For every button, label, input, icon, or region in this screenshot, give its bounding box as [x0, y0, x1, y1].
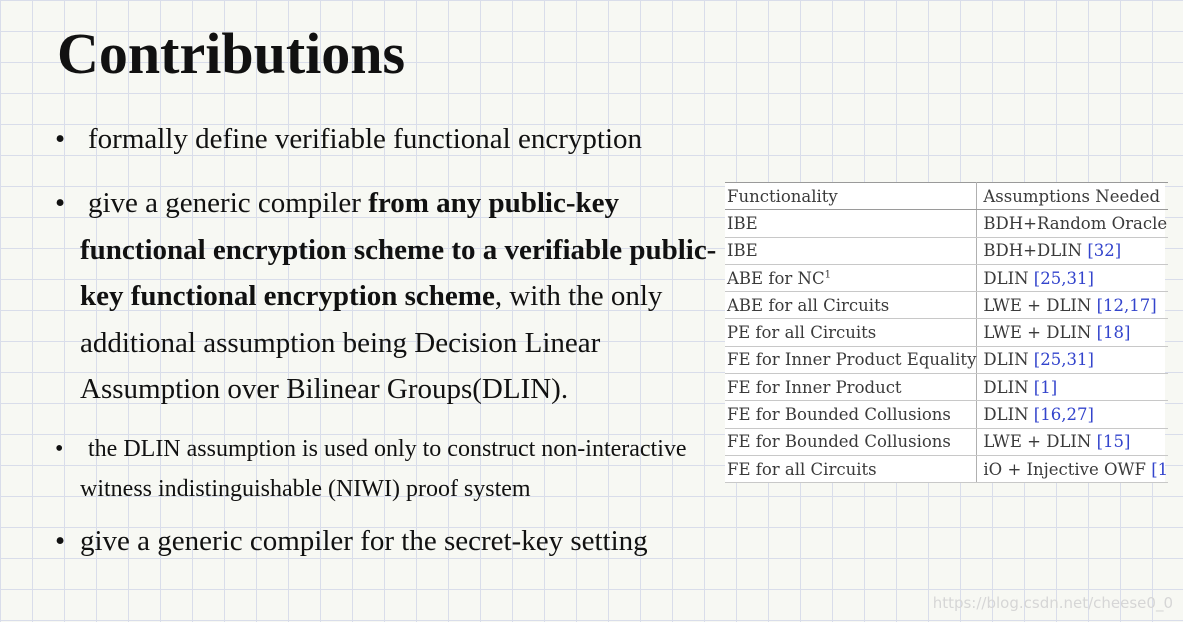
bullet-text: the DLIN assumption is used only to construct non-interactive witness indistinguishable (NIWI) proof system	[80, 436, 687, 502]
citation-link[interactable]: [32]	[1087, 241, 1122, 261]
functionality-text: ABE for all Circuits	[727, 295, 890, 315]
table-header-row	[725, 183, 1168, 210]
functionality-text: PE for all Circuits	[727, 323, 877, 343]
bullet-generic-compiler	[55, 180, 730, 413]
cell-functionality	[725, 346, 977, 373]
functionality-text: FE for Inner Product Equality	[727, 350, 977, 370]
functionality-text: ABE for NC	[727, 268, 825, 288]
cell-assumptions	[977, 346, 1168, 373]
cell-functionality	[725, 455, 977, 482]
functionality-text: IBE	[727, 241, 758, 261]
cell-assumptions	[977, 292, 1168, 319]
bullet-define-vfe	[55, 120, 642, 158]
assumptions-table-image	[725, 182, 1169, 483]
cell-assumptions	[977, 455, 1168, 482]
assumptions-table	[725, 182, 1168, 483]
citation-link[interactable]: [1	[1151, 459, 1169, 479]
assumption-text: iO + Injective OWF	[983, 459, 1152, 479]
assumption-text: LWE + DLIN	[983, 432, 1097, 452]
assumption-text: DLIN	[983, 405, 1034, 425]
cell-assumptions	[977, 428, 1168, 455]
cell-functionality	[725, 264, 977, 291]
table-row	[725, 264, 1168, 291]
cell-functionality	[725, 292, 977, 319]
table-row	[725, 401, 1168, 428]
cell-assumptions	[977, 210, 1168, 237]
table-row	[725, 374, 1168, 401]
bullet-text-pre: give a generic compiler	[88, 187, 369, 219]
slide-title: Contributions	[57, 21, 406, 86]
cell-assumptions	[977, 264, 1168, 291]
functionality-superscript: 1	[824, 269, 831, 281]
cell-functionality	[725, 319, 977, 346]
bullet-text-post: , with the only additional assumption being Decision Linear Assumption over Bilinear Groups(DLIN).	[80, 280, 663, 405]
cell-assumptions	[977, 401, 1168, 428]
assumption-text: DLIN	[983, 350, 1034, 370]
table-row	[725, 237, 1168, 264]
bullet-dot: •	[55, 436, 64, 462]
citation-link[interactable]: [25,31]	[1033, 268, 1094, 288]
assumption-text: DLIN	[983, 377, 1034, 397]
header-assumptions: Assumptions Needed	[977, 183, 1168, 210]
functionality-text: FE for Bounded Collusions	[727, 432, 951, 452]
citation-link[interactable]: [25,31]	[1033, 350, 1094, 370]
table-row	[725, 428, 1168, 455]
citation-link[interactable]: [12,17]	[1096, 295, 1157, 315]
assumption-text: DLIN	[983, 268, 1034, 288]
assumption-text: BDH+Random Oracle	[983, 213, 1168, 233]
bullet-text-bold: from any public-key functional encryption scheme to a verifiable public-key functional encryption scheme	[80, 187, 717, 312]
bullet-text: formally define verifiable functional encryption	[88, 123, 643, 155]
cell-functionality	[725, 428, 977, 455]
bullet-text: give a generic compiler for the secret-key setting	[80, 525, 648, 557]
citation-link[interactable]: [18]	[1096, 323, 1131, 343]
table-row	[725, 210, 1168, 237]
assumption-text: LWE + DLIN	[983, 295, 1097, 315]
assumption-text: LWE + DLIN	[983, 323, 1097, 343]
watermark: https://blog.csdn.net/cheese0_0	[932, 594, 1173, 612]
bullet-dot: •	[55, 123, 66, 155]
table-row	[725, 455, 1168, 482]
table-row	[725, 346, 1168, 373]
assumption-text: BDH+DLIN	[983, 241, 1088, 261]
cell-assumptions	[977, 237, 1168, 264]
citation-link[interactable]: [1]	[1033, 377, 1058, 397]
cell-functionality	[725, 401, 977, 428]
citation-link[interactable]: [16,27]	[1033, 405, 1094, 425]
cell-functionality	[725, 237, 977, 264]
citation-link[interactable]: [15]	[1096, 432, 1131, 452]
cell-assumptions	[977, 374, 1168, 401]
functionality-text: FE for all Circuits	[727, 459, 877, 479]
table-row	[725, 292, 1168, 319]
functionality-text: IBE	[727, 213, 758, 233]
cell-assumptions	[977, 319, 1168, 346]
functionality-text: FE for Bounded Collusions	[727, 405, 951, 425]
header-functionality: Functionality	[725, 183, 977, 210]
cell-functionality	[725, 374, 977, 401]
bullet-secret-key	[55, 522, 648, 560]
functionality-text: FE for Inner Product	[727, 377, 902, 397]
cell-functionality	[725, 210, 977, 237]
bullet-dlin-niwi	[55, 429, 730, 509]
bullet-dot: •	[55, 525, 66, 557]
table-row	[725, 319, 1168, 346]
bullet-dot: •	[55, 187, 66, 219]
